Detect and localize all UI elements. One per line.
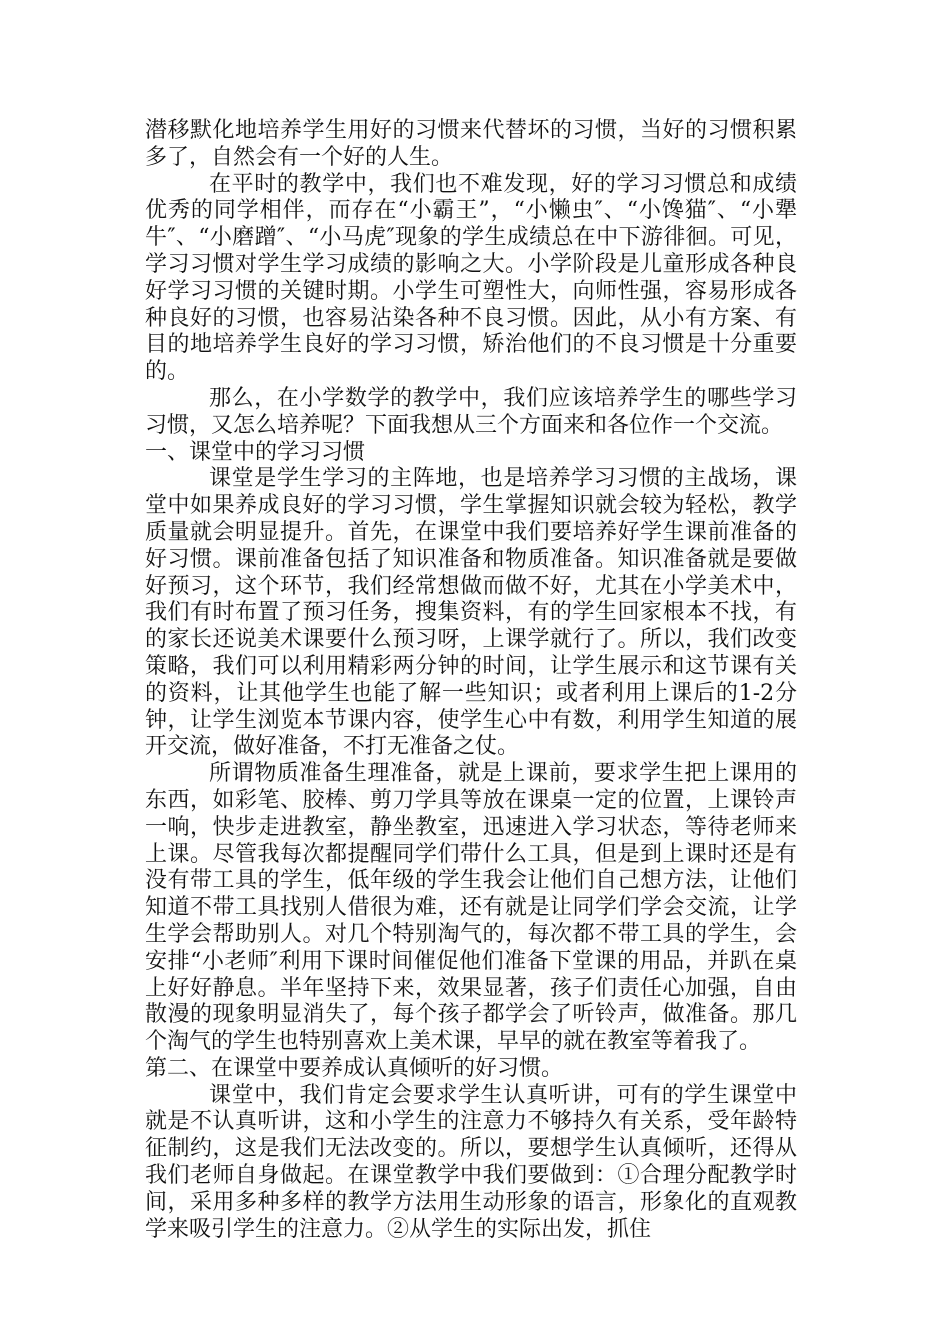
paragraph-5: 所谓物质准备生理准备，就是上课前，要求学生把上课用的东西，如彩笔、胶棒、剪刀学具等放在课桌一定的位置，上课铃声一响，快步走进教室，静坐教室，迅速进入学习状态，等待老师来上课。尽管我每次都提醒同学们带什么工具，但是到上课时还是有没有带工具的学生，低年级的学生我会让他们自己想方法，让他们知道不带工具找别人借很为难，还有就是让同学们学会交流，让学生学会帮助别人。对几个特别淘气的，每次都不带工具的学生，会安排“小老师″利用下课时间催促他们准备下堂课的用品，并趴在桌上好好静息。半年坚持下来，效果显著，孩子们责任心加强，自由散漫的现象明显消失了，每个孩子都学会了听铃声，做准备。那几个淘气的学生也特别喜欢上美术课，早早的就在教室等着我了。 [145,761,797,1055]
document-body [145,118,797,1243]
paragraph-3: 那么，在小学数学的教学中，我们应该培养学生的哪些学习习惯，又怎么培养呢？下面我想从三个方面来和各位作一个交流。 [145,385,797,438]
paragraph-4: 课堂是学生学习的主阵地，也是培养学习习惯的主战场，课堂中如果养成良好的学习习惯，学生掌握知识就会较为轻松，教学质量就会明显提升。首先，在课堂中我们要培养好学生课前准备的好习惯。课前准备包括了知识准备和物质准备。知识准备就是要做好预习，这个环节，我们经常想做而做不好，尤其在小学美术中，我们有时布置了预习任务，搜集资料，有的学生回家根本不找，有的家长还说美术课要什么预习呀，上课学就行了。所以，我们改变策略，我们可以利用精彩两分钟的时间，让学生展示和这节课有关的资料，让其他学生也能了解一些知识；或者利用上课后的1-2分钟，让学生浏览本节课内容，使学生心中有数，利用学生知道的展开交流，做好准备，不打无准备之仗。 [145,466,797,760]
paragraph-2: 在平时的教学中，我们也不难发现，好的学习习惯总和成绩优秀的同学相伴，而存在“小霸王”，“小懒虫″、“小馋猫″、“小犟牛″、“小磨蹭″、“小马虎″现象的学生成绩总在中下游徘徊。可见，学习习惯对学生学习成绩的影响之大。小学阶段是儿童形成各种良好学习习惯的关键时期。小学生可塑性大，向师性强，容易形成各种良好的习惯，也容易沾染各种不良习惯。因此，从小有方案、有目的地培养学生良好的学习习惯，矫治他们的不良习惯是十分重要的。 [145,171,797,385]
section-heading-1: 一、课堂中的学习习惯 [145,439,366,465]
section-heading-2: 第二、在课堂中要养成认真倾听的好习惯。 [145,1055,564,1081]
paragraph-6: 课堂中，我们肯定会要求学生认真听讲，可有的学生课堂中就是不认真听讲，这和小学生的注意力不够持久有关系，受年龄特征制约，这是我们无法改变的。所以，要想学生认真倾听，还得从我们老师自身做起。在课堂教学中我们要做到：①合理分配教学时间，采用多种多样的教学方法用生动形象的语言，形象化的直观教学来吸引学生的注意力。②从学生的实际出发，抓住 [145,1082,797,1242]
paragraph-1: 潜移默化地培养学生用好的习惯来代替坏的习惯，当好的习惯积累多了，自然会有一个好的人生。 [145,118,797,170]
